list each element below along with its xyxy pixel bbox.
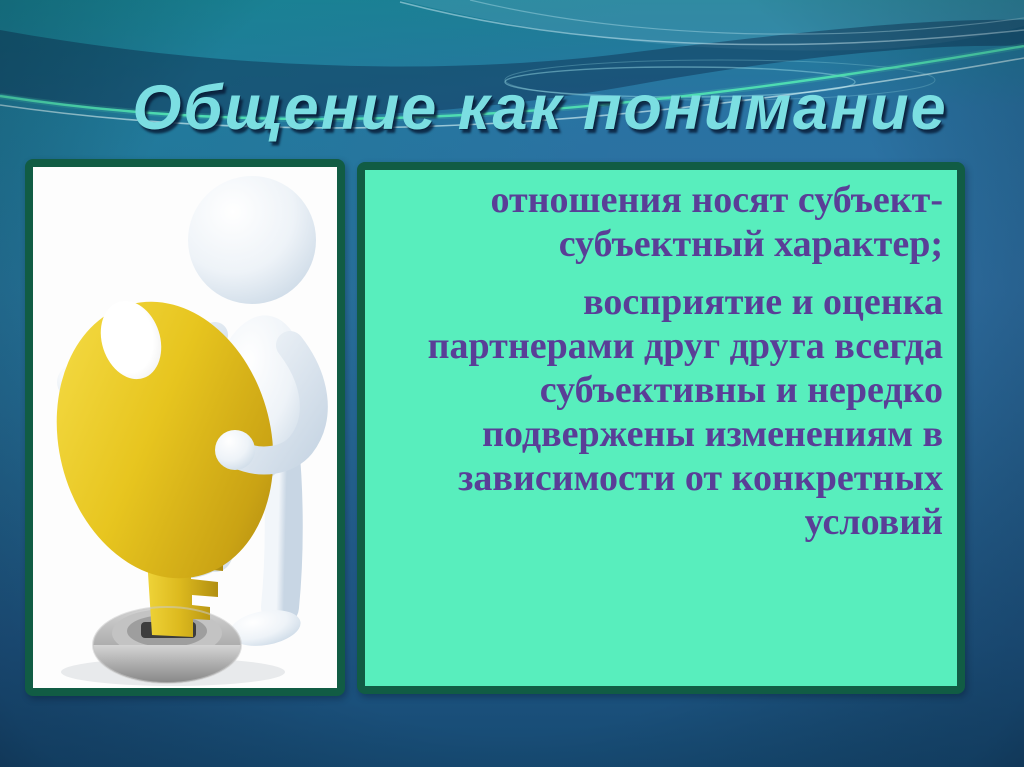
body-line: отношения носят субъект-: [490, 179, 943, 221]
body-text-box: [357, 162, 965, 694]
body-line: субъектный характер;: [558, 223, 943, 265]
body-line: подвержены изменениям в: [482, 413, 943, 455]
body-line: зависимости от конкретных: [458, 457, 943, 499]
body-paragraph-2: [395, 280, 943, 544]
figure-head: [188, 176, 316, 304]
body-line: восприятие и оценка: [583, 281, 943, 323]
body-line: условий: [804, 501, 943, 543]
figure-with-key-illustration: [33, 167, 337, 688]
key-figure-image: [25, 159, 345, 696]
body-line: субъективны и нередко: [539, 369, 943, 411]
body-line: партнерами друг друга всегда: [427, 325, 943, 367]
body-paragraph-1: [395, 178, 943, 266]
slide-title: Общение как понимание: [132, 73, 948, 143]
